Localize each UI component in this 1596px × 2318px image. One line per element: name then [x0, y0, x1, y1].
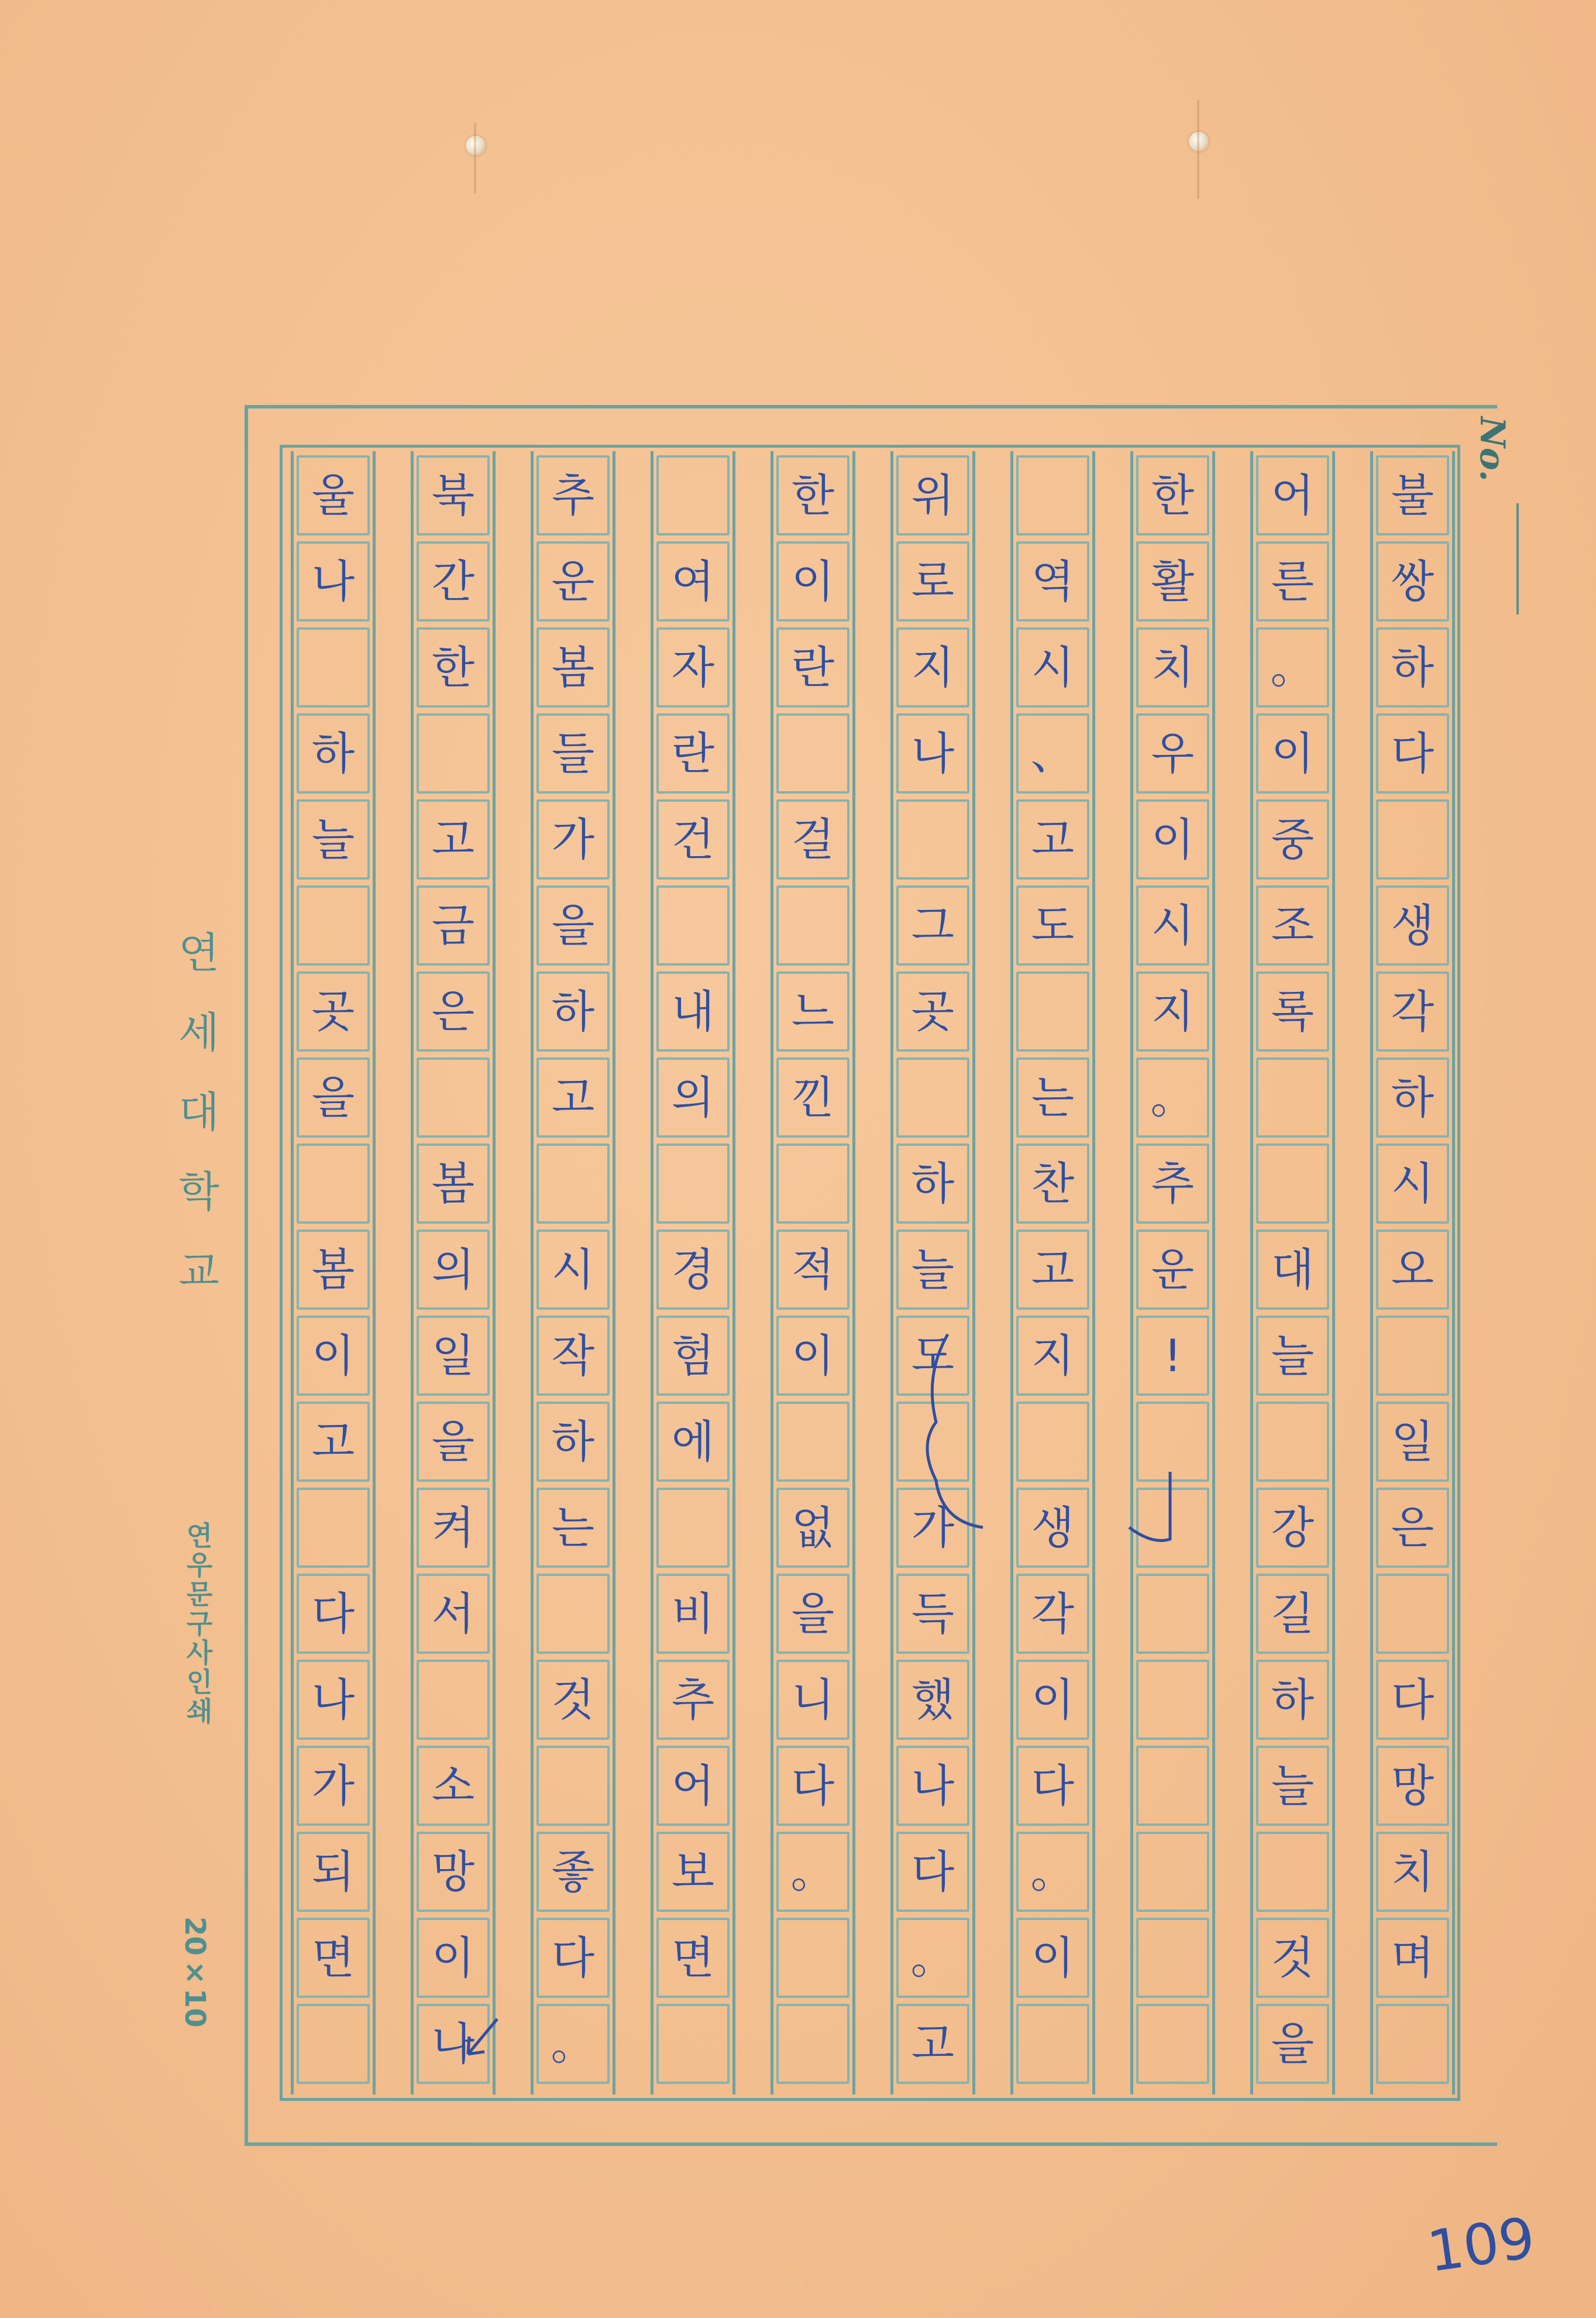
manuscript-cell: 일 — [1376, 1402, 1449, 1482]
column-rule — [493, 451, 496, 2094]
manuscript-cell: 치 — [1136, 627, 1209, 708]
manuscript-cell — [1016, 1402, 1089, 1482]
manuscript-cell: 한 — [417, 627, 490, 708]
manuscript-cell — [776, 1143, 849, 1224]
manuscript-cell: 강 — [1256, 1488, 1329, 1568]
manuscript-cell: 시 — [1016, 627, 1089, 708]
manuscript-cell: 봄 — [417, 1143, 490, 1224]
manuscript-cell: 되 — [297, 1832, 370, 1912]
manuscript-cell: 고 — [1016, 1230, 1089, 1310]
column-rule — [1250, 451, 1253, 2094]
manuscript-cell — [896, 1057, 969, 1138]
manuscript-cell: 란 — [776, 627, 849, 708]
manuscript-cell: 어 — [1256, 455, 1329, 535]
manuscript-cell: 없 — [776, 1488, 849, 1568]
manuscript-cell — [656, 1143, 730, 1224]
manuscript-cell: 여 — [656, 541, 730, 621]
manuscript-cell: 대 — [1256, 1230, 1329, 1310]
manuscript-cell: 다 — [1376, 713, 1449, 794]
manuscript-cell: 다 — [1016, 1746, 1089, 1826]
manuscript-cell: 이 — [1256, 713, 1329, 794]
manuscript-cell: 각 — [1016, 1574, 1089, 1654]
column-rule — [531, 451, 534, 2094]
manuscript-cell: 이 — [1016, 1918, 1089, 1998]
manuscript-cell: 것 — [536, 1660, 610, 1740]
manuscript-cell: 고 — [896, 2004, 969, 2084]
manuscript-cell: 에 — [656, 1402, 730, 1482]
manuscript-column — [1370, 451, 1455, 2094]
manuscript-cell: 다 — [896, 1832, 969, 1912]
manuscript-cell: 늘 — [297, 799, 370, 880]
manuscript-cell — [1016, 971, 1089, 1052]
manuscript-cell — [1376, 1574, 1449, 1654]
manuscript-cell: 한 — [1136, 455, 1209, 535]
manuscript-column — [531, 451, 615, 2094]
manuscript-cell — [297, 1143, 370, 1224]
column-rule — [411, 451, 414, 2094]
manuscript-cell: 나 — [896, 1746, 969, 1826]
manuscript-cell: 득 — [896, 1574, 969, 1654]
manuscript-cell — [656, 2004, 730, 2084]
manuscript-cell — [536, 1143, 610, 1224]
manuscript-cell — [1136, 1574, 1209, 1654]
manuscript-column — [890, 451, 975, 2094]
manuscript-cell: 지 — [1136, 971, 1209, 1052]
manuscript-cell: 을 — [297, 1057, 370, 1138]
manuscript-cell — [896, 799, 969, 880]
manuscript-cell: 을 — [776, 1574, 849, 1654]
manuscript-cell — [776, 1918, 849, 1998]
manuscript-cell: 지 — [896, 627, 969, 708]
manuscript-cell: 나 — [297, 541, 370, 621]
manuscript-cell: 쌍 — [1376, 541, 1449, 621]
manuscript-cell: 들 — [536, 713, 610, 794]
column-rule — [771, 451, 773, 2094]
manuscript-cell: 조 — [1256, 885, 1329, 966]
manuscript-cell: 가 — [536, 799, 610, 880]
manuscript-cell: 면 — [297, 1918, 370, 1998]
manuscript-column — [651, 451, 735, 2094]
manuscript-column — [411, 451, 496, 2094]
manuscript-cell — [776, 713, 849, 794]
manuscript-cell — [1256, 1402, 1329, 1482]
manuscript-cell — [776, 885, 849, 966]
page-number: 109 — [1423, 2204, 1539, 2285]
manuscript-cell: 의 — [656, 1057, 730, 1138]
column-rule — [291, 451, 294, 2094]
column-rule — [1452, 451, 1455, 2094]
manuscript-cell: 각 — [1376, 971, 1449, 1052]
manuscript-cell: 。 — [1256, 627, 1329, 708]
manuscript-cell: 어 — [656, 1746, 730, 1826]
manuscript-cell: 하 — [1256, 1660, 1329, 1740]
manuscript-cell: 활 — [1136, 541, 1209, 621]
manuscript-cell — [417, 1057, 490, 1138]
manuscript-cell: 을 — [417, 1402, 490, 1482]
manuscript-cell: 찬 — [1016, 1143, 1089, 1224]
correction-mark-arrow — [456, 2013, 503, 2066]
manuscript-cell — [1136, 1660, 1209, 1740]
manuscript-cell: 우 — [1136, 713, 1209, 794]
manuscript-cell: 나 — [896, 713, 969, 794]
column-rule — [852, 451, 855, 2094]
manuscript-cell: 추 — [656, 1660, 730, 1740]
fold-crease-left — [474, 123, 476, 193]
manuscript-cell — [297, 627, 370, 708]
manuscript-column — [1010, 451, 1095, 2094]
column-rule — [732, 451, 735, 2094]
manuscript-cell — [1136, 1918, 1209, 1998]
manuscript-cell: 망 — [417, 1832, 490, 1912]
manuscript-cell: 른 — [1256, 541, 1329, 621]
manuscript-cell: 생 — [1376, 885, 1449, 966]
manuscript-cell: 도 — [1016, 885, 1089, 966]
school-name: 연세대학교 — [171, 930, 220, 1328]
manuscript-cell: 봄 — [297, 1230, 370, 1310]
number-line — [1516, 503, 1519, 614]
manuscript-cell — [297, 1488, 370, 1568]
manuscript-cell: 치 — [1376, 1832, 1449, 1912]
manuscript-column — [1250, 451, 1335, 2094]
manuscript-cell: 늘 — [896, 1230, 969, 1310]
manuscript-cell: 은 — [417, 971, 490, 1052]
manuscript-cell: 가 — [896, 1488, 969, 1568]
manuscript-cell: 시 — [536, 1230, 610, 1310]
manuscript-cell: 간 — [417, 541, 490, 621]
manuscript-cell: 봄 — [536, 627, 610, 708]
manuscript-cell: ! — [1136, 1316, 1209, 1396]
manuscript-cell: 서 — [417, 1574, 490, 1654]
manuscript-cell — [417, 1660, 490, 1740]
manuscript-cell — [1256, 1143, 1329, 1224]
manuscript-cell: 역 — [1016, 541, 1089, 621]
manuscript-cell: 길 — [1256, 1574, 1329, 1654]
manuscript-cell: 。 — [536, 2004, 610, 2084]
manuscript-cell: 중 — [1256, 799, 1329, 880]
manuscript-cell: 하 — [536, 971, 610, 1052]
manuscript-cell — [1376, 1316, 1449, 1396]
manuscript-cell: 는 — [536, 1488, 610, 1568]
manuscript-cell — [297, 885, 370, 966]
manuscript-cell: 가 — [297, 1746, 370, 1826]
manuscript-cell — [1256, 1057, 1329, 1138]
column-rule — [972, 451, 975, 2094]
manuscript-cell: 생 — [1016, 1488, 1089, 1568]
manuscript-cell: 다 — [1376, 1660, 1449, 1740]
correction-mark-brace — [913, 1328, 1012, 1539]
column-rule — [1370, 451, 1373, 2094]
manuscript-cell: 다 — [297, 1574, 370, 1654]
column-rule — [1130, 451, 1133, 2094]
manuscript-cell: 운 — [536, 541, 610, 621]
manuscript-cell: 。 — [1136, 1057, 1209, 1138]
manuscript-cell: 이 — [1136, 799, 1209, 880]
manuscript-cell — [656, 455, 730, 535]
manuscript-column — [771, 451, 855, 2094]
manuscript-cell — [536, 1574, 610, 1654]
manuscript-cell: 의 — [417, 1230, 490, 1310]
manuscript-cell: 금 — [417, 885, 490, 966]
manuscript-cell — [536, 1746, 610, 1826]
column-rule — [1092, 451, 1095, 2094]
manuscript-cell: 위 — [896, 455, 969, 535]
manuscript-cell: 자 — [656, 627, 730, 708]
manuscript-column — [291, 451, 376, 2094]
manuscript-cell: 것 — [1256, 1918, 1329, 1998]
manuscript-cell: 걸 — [776, 799, 849, 880]
manuscript-cell: 늘 — [1256, 1316, 1329, 1396]
manuscript-cell: 다 — [536, 1918, 610, 1998]
manuscript-cell: 란 — [656, 713, 730, 794]
manuscript-cell — [1016, 2004, 1089, 2084]
manuscript-cell: 적 — [776, 1230, 849, 1310]
manuscript-cell: 다 — [776, 1746, 849, 1826]
manuscript-cell: 낀 — [776, 1057, 849, 1138]
manuscript-cell: 작 — [536, 1316, 610, 1396]
column-rule — [1010, 451, 1013, 2094]
manuscript-cell: 곳 — [297, 971, 370, 1052]
manuscript-cell: 울 — [297, 455, 370, 535]
manuscript-cell — [417, 713, 490, 794]
manuscript-cell: 그 — [896, 885, 969, 966]
manuscript-cell: 하 — [297, 713, 370, 794]
fold-crease-right — [1197, 99, 1199, 199]
manuscript-cell: 을 — [536, 885, 610, 966]
manuscript-cell: 이 — [776, 1316, 849, 1396]
column-rule — [1212, 451, 1215, 2094]
manuscript-cell: 며 — [1376, 1918, 1449, 1998]
manuscript-cell: 고 — [536, 1057, 610, 1138]
manuscript-cell: 고 — [417, 799, 490, 880]
manuscript-cell — [1376, 799, 1449, 880]
manuscript-cell — [1136, 2004, 1209, 2084]
manuscript-cell: 을 — [1256, 2004, 1329, 2084]
manuscript-cell: 이 — [417, 1918, 490, 1998]
manuscript-cell: 고 — [1016, 799, 1089, 880]
manuscript-cell: 이 — [776, 541, 849, 621]
manuscript-cell: 경 — [656, 1230, 730, 1310]
manuscript-cell: 시 — [1136, 885, 1209, 966]
manuscript-cell: 이 — [1016, 1660, 1089, 1740]
manuscript-cell: 소 — [417, 1746, 490, 1826]
correction-mark-line — [1117, 1469, 1188, 1551]
manuscript-cell: 고 — [297, 1402, 370, 1482]
manuscript-cell: 도 — [896, 1316, 969, 1396]
manuscript-cell: 불 — [1376, 455, 1449, 535]
column-rule — [890, 451, 893, 2094]
manuscript-cell: 하 — [896, 1143, 969, 1224]
manuscript-cell: 。 — [776, 1832, 849, 1912]
manuscript-cell: 운 — [1136, 1230, 1209, 1310]
manuscript-cell: 추 — [1136, 1143, 1209, 1224]
column-rule — [373, 451, 376, 2094]
manuscript-cell: 비 — [656, 1574, 730, 1654]
manuscript-cell — [297, 2004, 370, 2084]
manuscript-cell: 느 — [776, 971, 849, 1052]
manuscript-cell — [1256, 1832, 1329, 1912]
grid-size: 20×10 — [178, 1917, 211, 2028]
manuscript-cell: 록 — [1256, 971, 1329, 1052]
manuscript-cell: 좋 — [536, 1832, 610, 1912]
manuscript-cell: 는 — [1016, 1057, 1089, 1138]
manuscript-cell: 은 — [1376, 1488, 1449, 1568]
manuscript-cell: 하 — [536, 1402, 610, 1482]
manuscript-cell: 면 — [656, 1918, 730, 1998]
manuscript-cell: 。 — [896, 1918, 969, 1998]
manuscript-cell: 험 — [656, 1316, 730, 1396]
column-rule — [613, 451, 615, 2094]
number-label: No. — [1473, 417, 1512, 482]
manuscript-cell: 추 — [536, 455, 610, 535]
manuscript-cell: 했 — [896, 1660, 969, 1740]
manuscript-cell — [656, 1488, 730, 1568]
manuscript-cell: 이 — [297, 1316, 370, 1396]
manuscript-column — [1130, 451, 1215, 2094]
manuscript-cell — [1376, 2004, 1449, 2084]
manuscript-cell: 나 — [417, 2004, 490, 2084]
manuscript-cell: 로 — [896, 541, 969, 621]
manuscript-cell: 지 — [1016, 1316, 1089, 1396]
manuscript-cell: 、 — [1016, 713, 1089, 794]
manuscript-cell — [1136, 1746, 1209, 1826]
manuscript-cell: 북 — [417, 455, 490, 535]
column-rule — [651, 451, 653, 2094]
printer-name: 연우문구사인쇄 — [182, 1522, 214, 1726]
manuscript-cell: 일 — [417, 1316, 490, 1396]
manuscript-cell — [1016, 455, 1089, 535]
manuscript-cell: 내 — [656, 971, 730, 1052]
manuscript-cell: 하 — [1376, 627, 1449, 708]
manuscript-cell: 건 — [656, 799, 730, 880]
manuscript-cell: 한 — [776, 455, 849, 535]
manuscript-cell: 늘 — [1256, 1746, 1329, 1826]
manuscript-cell — [1136, 1832, 1209, 1912]
manuscript-cell — [776, 1402, 849, 1482]
manuscript-cell — [656, 885, 730, 966]
manuscript-cell: 시 — [1376, 1143, 1449, 1224]
manuscript-cell — [776, 2004, 849, 2084]
manuscript-cell: 오 — [1376, 1230, 1449, 1310]
manuscript-cell: 나 — [297, 1660, 370, 1740]
manuscript-cell: 。 — [1016, 1832, 1089, 1912]
manuscript-cell: 곳 — [896, 971, 969, 1052]
manuscript-cell: 하 — [1376, 1057, 1449, 1138]
column-rule — [1332, 451, 1335, 2094]
manuscript-cell: 니 — [776, 1660, 849, 1740]
manuscript-cell: 망 — [1376, 1746, 1449, 1826]
manuscript-cell: 보 — [656, 1832, 730, 1912]
manuscript-cell: 켜 — [417, 1488, 490, 1568]
